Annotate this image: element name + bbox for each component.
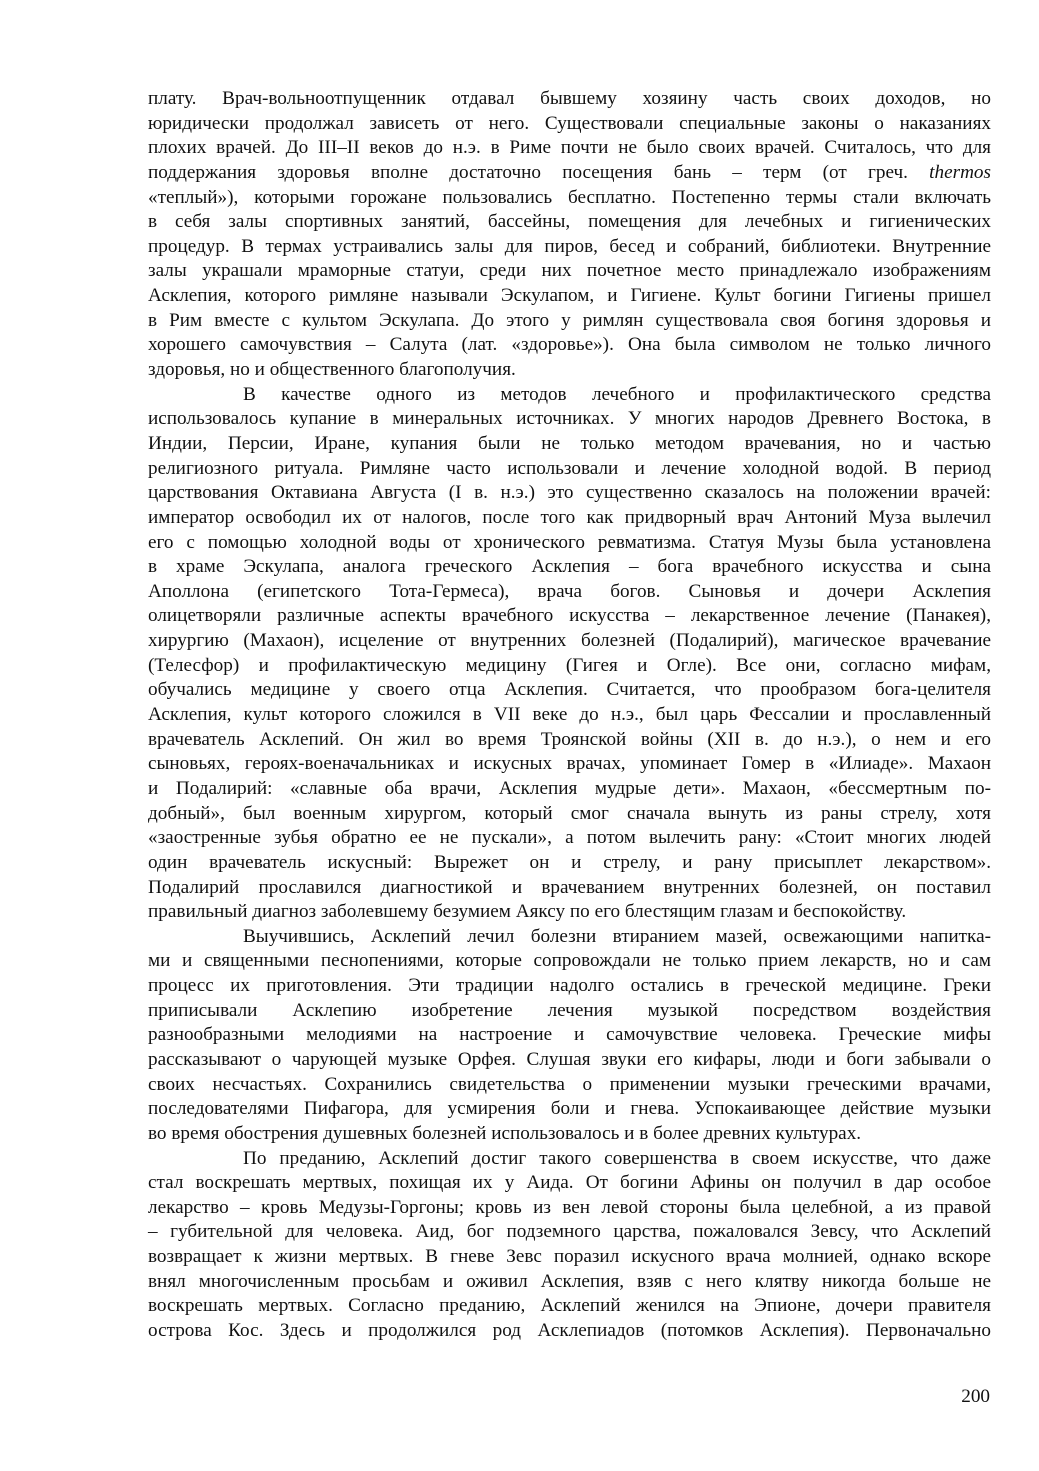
- text-line: Индии, Персии, Иране, купания были не только методом врачевания, но и частью: [148, 432, 991, 454]
- text-line: Асклепия, культ которого сложился в VII веке до н.э., был царь Фессалии и прославленный: [148, 704, 991, 726]
- italic-term: thermos: [929, 161, 991, 183]
- text-line: процесс их приготовления. Эти традиции надолго остались в греческой медицине. Греки: [148, 975, 991, 997]
- text-line: Подалирий прославился диагностикой и врачеванием внутренних болезней, он поставил: [148, 876, 991, 898]
- text-line: религиозного ритуала. Римляне часто использовали и лечение холодной водой. В период: [148, 457, 991, 479]
- text-line: один врачеватель искусный: Вырежет он и стрелу, и рану присыплет лекарством».: [148, 851, 991, 873]
- text-line: врачеватель Асклепий. Он жил во время Троянской войны (XII в. до н.э.), о нем и его: [148, 728, 991, 750]
- text-line: во время обострения душевных болезней использовалось и в более древних культурах.: [148, 1122, 862, 1144]
- text-line: – губительной для человека. Аид, бог подземного царства, пожаловался Зевсу, что Асклепий: [148, 1221, 991, 1243]
- text-line: хирургию (Махаон), исцеление от внутренних болезней (Подалирий), магическое врачевание: [148, 630, 991, 652]
- text-line: лекарство – кровь Медузы-Горгоны; кровь из вен левой стороны была целебной, а из правой: [148, 1196, 991, 1218]
- text-line: поддержания здоровья вполне достаточно посещения бань – терм (от греч. thermos: [148, 161, 991, 183]
- text-line: сыновьях, героях-военачальниках и искусных врачах, упоминает Гомер в «Илиаде». Махаон: [148, 753, 991, 775]
- text-line: его с помощью холодной воды от хронического ревматизма. Статуя Музы была установлена: [148, 531, 991, 553]
- paragraph: [148, 925, 991, 1147]
- text-line: Аполлона (египетского Тота-Гермеса), врача богов. Сыновья и дочери Асклепия: [148, 580, 991, 602]
- text-line: разнообразными мелодиями на настроение и самочувствие человека. Греческие мифы: [148, 1024, 991, 1046]
- text-line: «теплый»), которыми горожане пользовались бесплатно. Постепенно термы стали включать: [148, 186, 991, 208]
- text-line: юридически продолжал зависеть от него. Существовали специальные законы о наказаниях: [148, 112, 991, 134]
- body-text: [148, 87, 991, 1344]
- text-line: использовалось купание в минеральных источниках. У многих народов Древнего Востока, в: [148, 408, 991, 430]
- text-line: здоровья, но и общественного благополучия.: [148, 359, 516, 381]
- page-number: 200: [961, 1386, 990, 1407]
- text-line: плату. Врач-вольноотпущенник отдавал бывшему хозяину часть своих доходов, но: [148, 88, 991, 109]
- paragraph: [148, 383, 991, 925]
- text-line: добный», был военным хирургом, который смог сначала вынуть из раны стрелу, хотя: [148, 802, 991, 824]
- text-line: плохих врачей. До III–II веков до н.э. в Риме почти не было своих врачей. Считалось, что для: [148, 137, 991, 159]
- text-line: своих несчастьях. Сохранились свидетельства о применении музыки греческими врачами,: [148, 1073, 991, 1095]
- text-line: Выучившись, Асклепий лечил болезни втиранием мазей, освежающими напитка-: [243, 925, 991, 947]
- text-line: залы украшали мраморные статуи, среди них почетное место принадлежало изображениям: [148, 260, 991, 282]
- text-line: воскрешать мертвых. Согласно преданию, Асклепий женился на Эпионе, дочери правителя: [148, 1295, 991, 1317]
- text-line: царствования Октавиана Августа (I в. н.э.) это существенно сказалось на положении врачей:: [148, 482, 991, 504]
- text-line: приписывали Асклепию изобретение лечения музыкой посредством воздействия: [148, 999, 991, 1021]
- text-line: в себя залы спортивных занятий, бассейны, помещения для лечебных и гигиенических: [148, 211, 991, 233]
- text-line: (Телесфор) и профилактическую медицину (Гигея и Огле). Все они, согласно мифам,: [148, 654, 991, 676]
- text-line: внял многочисленным просьбам и оживил Асклепия, взяв с него клятву никогда больше не: [148, 1270, 991, 1292]
- text-line: в Рим вместе с культом Эскулапа. До этого у римлян существовала своя богиня здоровья и: [148, 309, 991, 331]
- text-line: правильный диагноз заболевшему безумием Аяксу по его блестящим глазам и беспокойству.: [148, 901, 907, 923]
- text-line: император освободил их от налогов, после того как придворный врач Антоний Муза вылечил: [148, 506, 991, 528]
- text-line: В качестве одного из методов лечебного и профилактического средства: [243, 383, 991, 405]
- text-line: острова Кос. Здесь и продолжился род Асклепиадов (потомков Асклепия). Первоначально: [148, 1320, 991, 1342]
- text-line: последователями Пифагора, для усмирения боли и гнева. Успокаивающее действие музыки: [148, 1098, 991, 1120]
- paragraph: [148, 1147, 991, 1344]
- text-line: хорошего самочувствия – Салута (лат. «здоровье»). Она была символом не только личного: [148, 334, 991, 356]
- text-line: олицетворяли различные аспекты врачебного искусства – лекарственное лечение (Панакея),: [148, 605, 991, 627]
- text-line: По преданию, Асклепий достиг такого совершенства в своем искусстве, что даже: [243, 1147, 991, 1169]
- text-line: возвращает к жизни мертвых. В гневе Зевс поразил искусного врача молнией, однако вскоре: [148, 1246, 991, 1268]
- text-line: и Подалирий: «славные оба врачи, Асклепия мудрые дети». Махаон, «бессмертным по-: [148, 777, 991, 799]
- text-line: обучались медицине у своего отца Асклепия. Считается, что прообразом бога-целителя: [148, 679, 991, 701]
- text-line: «заостренные зубья обратно ее не пускали», а потом вылечить рану: «Стоит многих людей: [148, 827, 991, 849]
- text-line: рассказывают о чарующей музыке Орфея. Слушая звуки его кифары, люди и боги забывали о: [148, 1048, 991, 1070]
- text-line: ми и священными песнопениями, которые сопровождали не только прием лекарств, но и сам: [148, 950, 991, 972]
- paragraph: [148, 87, 991, 383]
- text-line: процедур. В термах устраивались залы для пиров, бесед и собраний, библиотеки. Внутренние: [148, 235, 991, 257]
- text-line: в храме Эскулапа, аналога греческого Асклепия – бога врачебного искусства и сына: [148, 556, 991, 578]
- text-line: Асклепия, которого римляне называли Эскулапом, и Гигиене. Культ богини Гигиены пришел: [148, 285, 991, 307]
- text-line: стал воскрешать мертвых, похищая их у Аида. От богини Афины он получил в дар особое: [148, 1172, 991, 1194]
